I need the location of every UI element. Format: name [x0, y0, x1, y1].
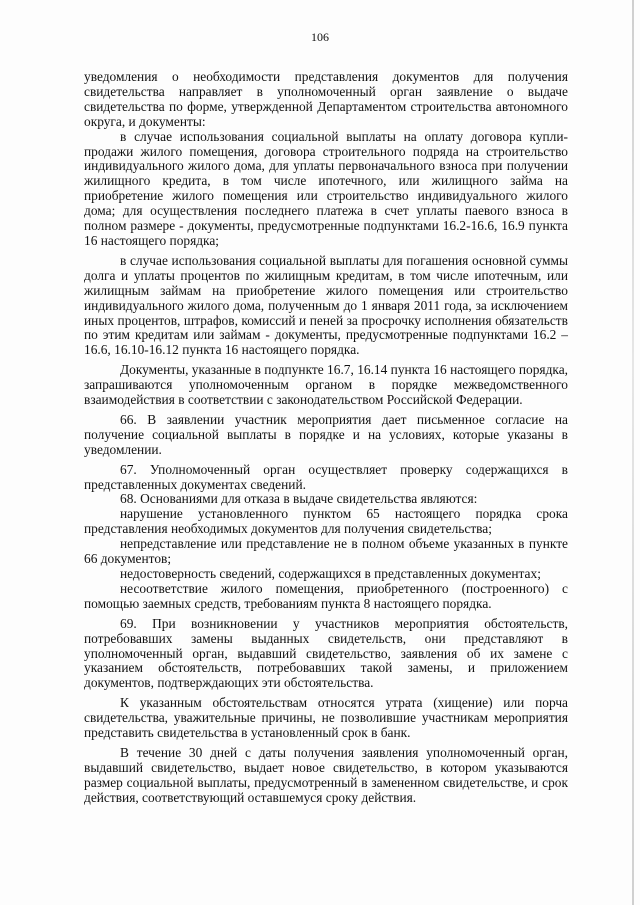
- paragraph-68: 68. Основаниями для отказа в выдаче свидетельства являются:: [120, 491, 478, 507]
- refusal-ground-false-info: недостоверность сведений, содержащихся в представленных документах;: [120, 566, 541, 581]
- paragraph-continuation: уведомления о необходимости представления документов для получения свидетельства направляет в уполномоченный орган заявление о выдаче свидетельства по форме, утвержденной Департаментом строительства автономного округа, и документы:: [84, 69, 568, 129]
- document-body: [84, 70, 568, 806]
- refusal-ground-deadline: нарушение установленного пунктом 65 настоящего порядка срока представления необходимых документов для получения свидетельства;: [84, 506, 568, 537]
- paragraph-purchase-case: в случае использования социальной выплаты на оплату договора купли-продажи жилого помещения, договора строительного подряда на строительство индивидуального жилого дома, для уплаты первоначального взноса при получении жилищного кредита, в том числе ипотечного, или жилищного займа на приобретение жилого помещения или строительство индивидуального жилого дома; для осуществления последнего платежа в счет уплаты паевого взноса в полном размере - документы, предусмотренные подпунктами 16.2-16.6, 16.9 пункта 16 настоящего порядка;: [84, 128, 568, 248]
- refusal-ground-nonconformity: несоответствие жилого помещения, приобретенного (построенного) с помощью заемных средств, требованиям пункта 8 настоящего порядка.: [84, 580, 568, 611]
- paragraph-66: 66. В заявлении участник мероприятия дает письменное согласие на получение социальной выплаты в порядке и на условиях, которые указаны в уведомлении.: [84, 411, 568, 457]
- paragraph-69: 69. При возникновении у участников мероприятия обстоятельств, потребовавших замены выданных свидетельств, они представляют в уполномоченный орган, выдавший свидетельство, заявления об их замене с указанием обстоятельств, потребовавших такой замены, и приложением документов, подтверждающих эти обстоятельства.: [84, 615, 568, 691]
- paragraph-circumstances: К указанным обстоятельствам относятся утрата (хищение) или порча свидетельства, уважительные причины, не позволившие участникам мероприятия представить свидетельства в установленный срок в банк.: [84, 695, 568, 741]
- paragraph-67: 67. Уполномоченный орган осуществляет проверку содержащихся в представленных документах сведений.: [84, 461, 568, 492]
- page-number: 106: [311, 30, 329, 44]
- paragraph-interagency-request: Документы, указанные в подпункте 16.7, 16.14 пункта 16 настоящего порядка, запрашиваются уполномоченным органом в порядке межведомственного взаимодействия в соответствии с законодательством Российской Федерации.: [84, 362, 568, 408]
- scan-edge: [632, 0, 634, 905]
- paragraph-30-days: В течение 30 дней с даты получения заявления уполномоченный орган, выдавший свидетельство, выдает новое свидетельство, в котором указываются размер социальной выплаты, предусмотренный в замененном свидетельстве, и срок действия, соответствующий оставшемуся сроку действия.: [84, 744, 568, 805]
- paragraph-loan-repayment-case: в случае использования социальной выплаты для погашения основной суммы долга и уплаты процентов по жилищным кредитам, в том числе ипотечным, или жилищным займам на приобретение жилого помещения или строительство индивидуального жилого дома, полученным до 1 января 2011 года, за исключением иных процентов, штрафов, комиссий и пеней за просрочку исполнения обязательств по этим кредитам или займам - документы, предусмотренные подпунктами 16.2 – 16.6, 16.10-16.12 пункта 16 настоящего порядка.: [84, 252, 568, 358]
- refusal-ground-incomplete: непредставление или представление не в полном объеме указанных в пункте 66 документов;: [84, 536, 568, 567]
